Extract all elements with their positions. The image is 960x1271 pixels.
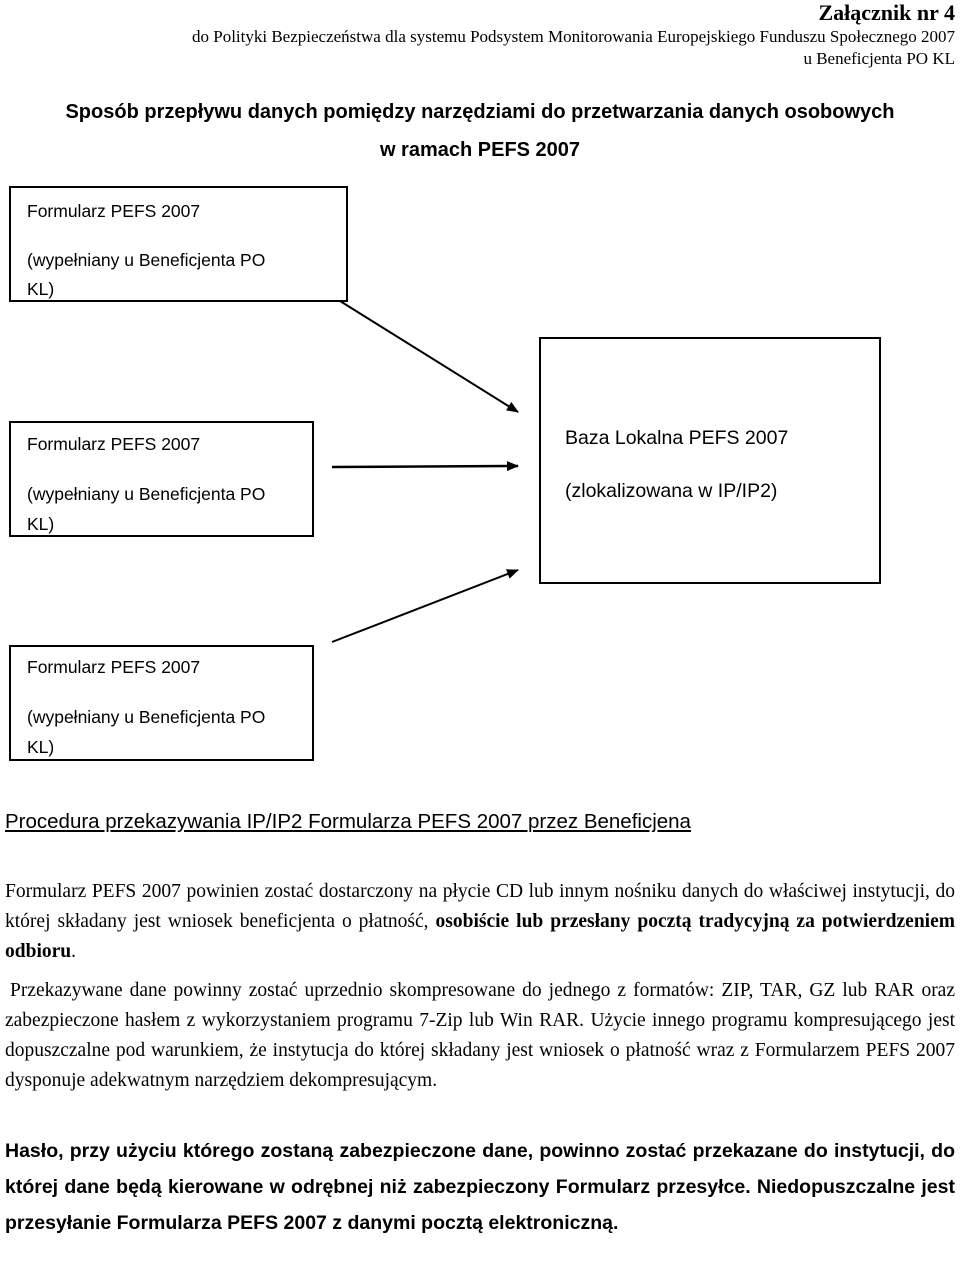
- form-box-3-subtitle: (wypełniany u Beneficjenta PO: [27, 707, 266, 727]
- delivery-method-emphasis: osobiście lub przesłany pocztą tradycyjną za potwierdzeniem odbioru: [5, 911, 955, 962]
- document-title-line1: Sposób przepływu danych pomiędzy narzędziami do przetwarzania danych osobowych: [65, 101, 895, 123]
- arrow-form3-to-database: [332, 570, 518, 642]
- database-box: [539, 337, 881, 584]
- form-box-2: [9, 421, 314, 537]
- annex-policy-line: do Polityki Bezpieczeństwa dla systemu Podsystem Monitorowania Europejskiego Funduszu Społecznego 2007: [192, 27, 955, 46]
- database-location: (zlokalizowana w IP/IP2): [565, 480, 778, 502]
- database-title: Baza Lokalna PEFS 2007: [565, 427, 789, 449]
- procedure-paragraph-password: Hasło, przy użyciu którego zostaną zabezpieczone dane, powinno zostać przekazane do instytucji, do której dane będą kierowane w odrębnej niż zabezpieczony Formularz przesyłce. Niedopuszczalne jest przesyłanie Formularza PEFS 2007 z danymi pocztą elektroniczną.: [5, 1140, 955, 1234]
- form-box-3-title: Formularz PEFS 2007: [27, 657, 201, 677]
- form-box-3-subtitle-cont: KL): [27, 737, 55, 757]
- arrow-form2-to-database: [332, 466, 518, 467]
- document-title-line2: w ramach PEFS 2007: [379, 139, 581, 161]
- procedure-paragraph-delivery: [5, 877, 955, 967]
- annex-beneficiary-line: u Beneficjenta PO KL: [803, 49, 955, 68]
- arrow-form1-to-database: [332, 296, 518, 412]
- form-box-1-subtitle: (wypełniany u Beneficjenta PO: [27, 250, 266, 270]
- annex-number: Załącznik nr 4: [818, 0, 955, 25]
- procedure-paragraph-compression: Przekazywane dane powinny zostać uprzednio skompresowane do jednego z formatów: ZIP, TAR, GZ lub RAR oraz zabezpieczone hasłem z wykorzystaniem programu 7-Zip lub Win RAR. Użycie innego programu kompresującego jest dopuszczalne pod warunkiem, że instytucja do której składany jest wniosek o płatność wraz z Formularzem PEFS 2007 dysponuje adekwatnym narzędziem dekompresującym.: [5, 980, 955, 1091]
- delivery-text: Formularz PEFS 2007 powinien zostać dostarczony na płycie CD lub innym nośniku danych do właściwej instytucji, do której składany jest wniosek beneficjenta o płatność,: [5, 881, 955, 932]
- form-box-2-subtitle-cont: KL): [27, 514, 55, 534]
- form-box-1-subtitle-cont: KL): [27, 279, 55, 299]
- form-box-2-subtitle: (wypełniany u Beneficjenta PO: [27, 484, 266, 504]
- form-box-1-title: Formularz PEFS 2007: [27, 201, 201, 221]
- form-box-1: [9, 186, 348, 302]
- delivery-text-end: .: [71, 941, 76, 962]
- form-box-2-title: Formularz PEFS 2007: [27, 434, 201, 454]
- procedure-title: Procedura przekazywania IP/IP2 Formularza PEFS 2007 przez Beneficjena: [5, 810, 691, 833]
- form-box-3: [9, 645, 314, 761]
